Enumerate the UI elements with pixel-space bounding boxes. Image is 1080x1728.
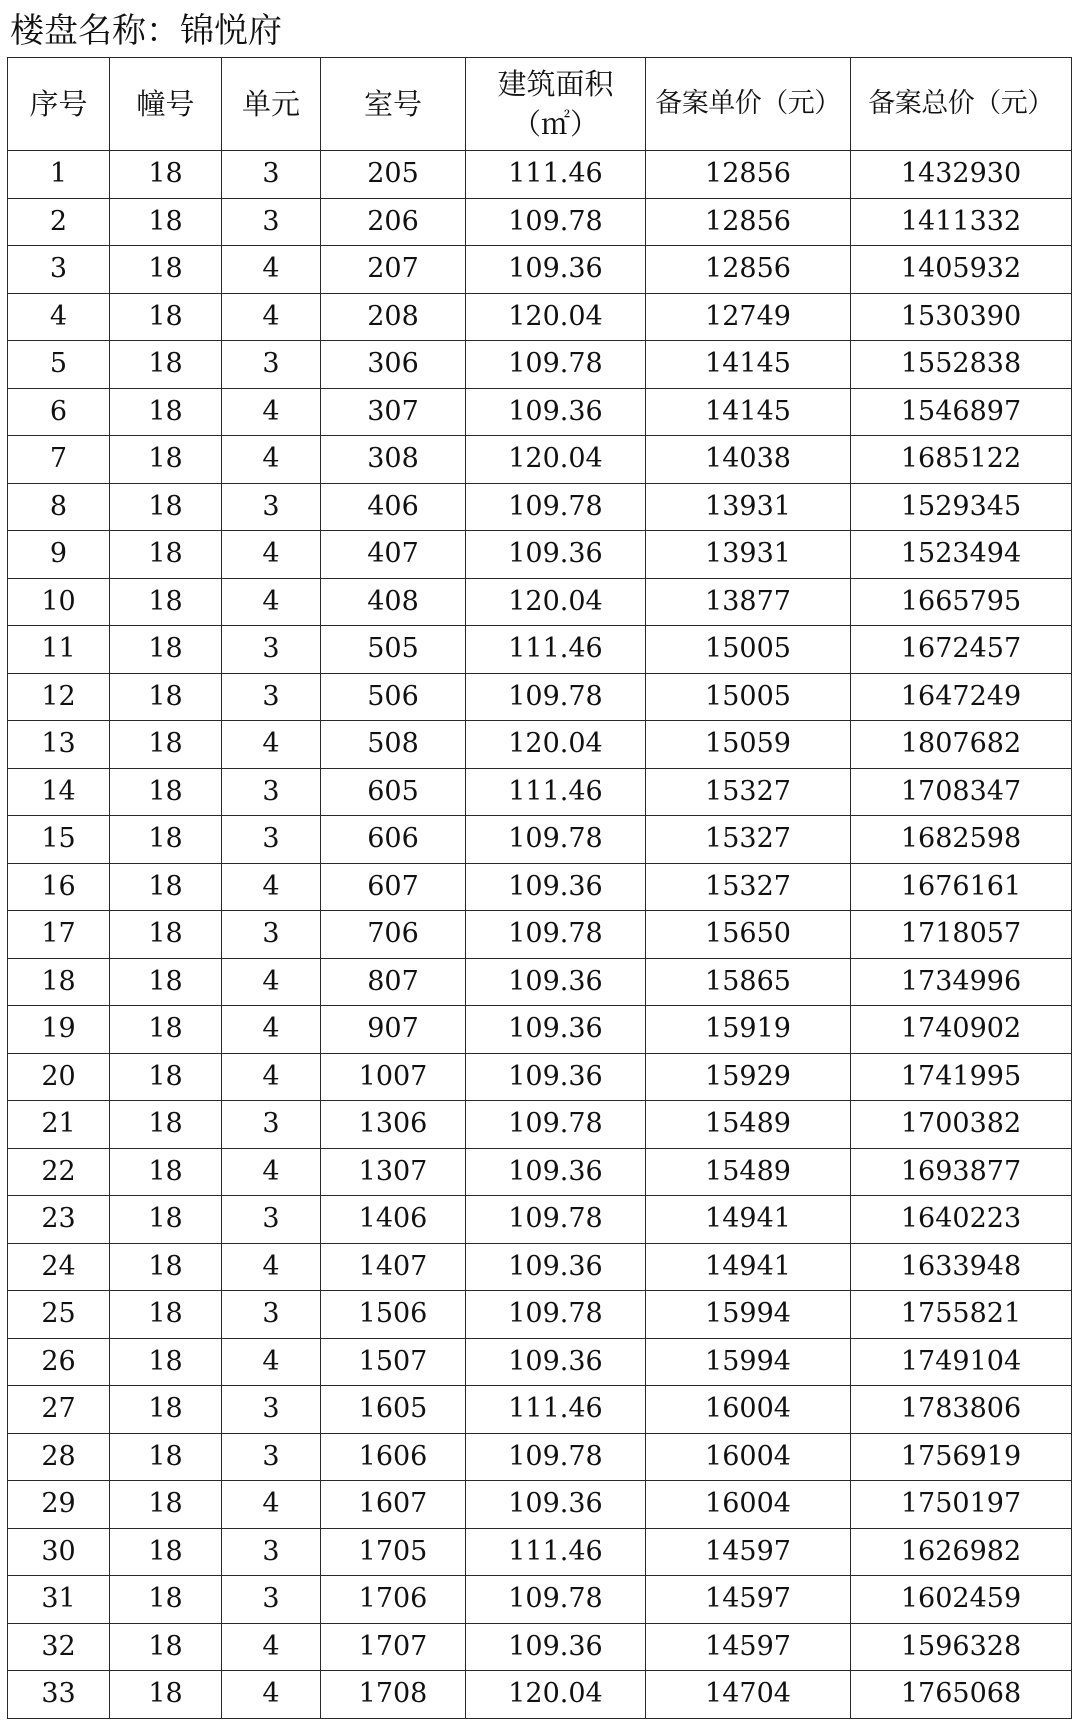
cell-total-price: 1665795 [851, 578, 1072, 626]
cell-index: 24 [8, 1243, 110, 1291]
cell-index: 6 [8, 388, 110, 436]
cell-area: 109.78 [466, 341, 646, 389]
cell-room: 907 [321, 1006, 466, 1054]
cell-unit-price: 14941 [646, 1243, 851, 1291]
cell-area: 109.78 [466, 1291, 646, 1339]
column-header-room: 室号 [321, 58, 466, 151]
cell-area: 109.36 [466, 958, 646, 1006]
cell-index: 33 [8, 1671, 110, 1719]
cell-building: 18 [110, 768, 222, 816]
cell-building: 18 [110, 721, 222, 769]
cell-area: 111.46 [466, 1528, 646, 1576]
cell-building: 18 [110, 436, 222, 484]
cell-building: 18 [110, 198, 222, 246]
cell-unit: 3 [222, 911, 321, 959]
cell-index: 16 [8, 863, 110, 911]
cell-room: 407 [321, 531, 466, 579]
header-row [8, 58, 1072, 151]
table-row [8, 1576, 1072, 1624]
cell-total-price: 1411332 [851, 198, 1072, 246]
cell-unit-price: 15929 [646, 1053, 851, 1101]
cell-unit: 3 [222, 483, 321, 531]
cell-building: 18 [110, 863, 222, 911]
table-row [8, 246, 1072, 294]
cell-area: 109.36 [466, 863, 646, 911]
cell-unit-price: 12749 [646, 293, 851, 341]
column-header-building: 幢号 [110, 58, 222, 151]
table-row [8, 1433, 1072, 1481]
table-row [8, 341, 1072, 389]
cell-unit: 4 [222, 246, 321, 294]
price-table [7, 57, 1072, 1719]
cell-building: 18 [110, 673, 222, 721]
cell-total-price: 1740902 [851, 1006, 1072, 1054]
cell-unit-price: 15059 [646, 721, 851, 769]
cell-index: 22 [8, 1148, 110, 1196]
table-row [8, 1291, 1072, 1339]
cell-building: 18 [110, 1338, 222, 1386]
cell-unit: 4 [222, 531, 321, 579]
cell-area: 120.04 [466, 578, 646, 626]
cell-unit-price: 14941 [646, 1196, 851, 1244]
cell-area: 109.78 [466, 1196, 646, 1244]
cell-area: 109.78 [466, 483, 646, 531]
cell-area: 120.04 [466, 1671, 646, 1719]
cell-room: 1605 [321, 1386, 466, 1434]
cell-unit: 3 [222, 1433, 321, 1481]
cell-unit: 4 [222, 1671, 321, 1719]
table-row [8, 958, 1072, 1006]
cell-room: 1406 [321, 1196, 466, 1244]
cell-room: 706 [321, 911, 466, 959]
cell-total-price: 1602459 [851, 1576, 1072, 1624]
cell-area: 111.46 [466, 626, 646, 674]
cell-room: 607 [321, 863, 466, 911]
cell-index: 30 [8, 1528, 110, 1576]
table-row [8, 1243, 1072, 1291]
cell-building: 18 [110, 1006, 222, 1054]
cell-room: 206 [321, 198, 466, 246]
cell-room: 308 [321, 436, 466, 484]
cell-building: 18 [110, 1243, 222, 1291]
cell-room: 1708 [321, 1671, 466, 1719]
cell-area: 109.36 [466, 388, 646, 436]
cell-room: 408 [321, 578, 466, 626]
table-row [8, 1623, 1072, 1671]
cell-building: 18 [110, 246, 222, 294]
cell-unit-price: 12856 [646, 198, 851, 246]
cell-unit-price: 12856 [646, 246, 851, 294]
cell-index: 26 [8, 1338, 110, 1386]
cell-total-price: 1741995 [851, 1053, 1072, 1101]
cell-total-price: 1432930 [851, 151, 1072, 199]
cell-total-price: 1750197 [851, 1481, 1072, 1529]
cell-unit-price: 14145 [646, 341, 851, 389]
cell-area: 109.36 [466, 531, 646, 579]
cell-total-price: 1718057 [851, 911, 1072, 959]
cell-unit-price: 13931 [646, 483, 851, 531]
cell-unit: 3 [222, 151, 321, 199]
table-row [8, 1196, 1072, 1244]
cell-unit-price: 15327 [646, 816, 851, 864]
cell-room: 1507 [321, 1338, 466, 1386]
cell-room: 505 [321, 626, 466, 674]
cell-area: 109.36 [466, 1623, 646, 1671]
cell-index: 17 [8, 911, 110, 959]
cell-index: 14 [8, 768, 110, 816]
cell-unit-price: 15327 [646, 863, 851, 911]
cell-building: 18 [110, 1053, 222, 1101]
cell-unit: 3 [222, 1386, 321, 1434]
cell-area: 109.78 [466, 673, 646, 721]
cell-unit-price: 15650 [646, 911, 851, 959]
cell-index: 13 [8, 721, 110, 769]
cell-unit-price: 14145 [646, 388, 851, 436]
table-row [8, 198, 1072, 246]
cell-index: 23 [8, 1196, 110, 1244]
cell-building: 18 [110, 1386, 222, 1434]
cell-unit: 3 [222, 673, 321, 721]
cell-total-price: 1405932 [851, 246, 1072, 294]
cell-unit: 3 [222, 198, 321, 246]
cell-total-price: 1734996 [851, 958, 1072, 1006]
cell-unit-price: 14597 [646, 1576, 851, 1624]
cell-area: 109.78 [466, 1576, 646, 1624]
cell-area: 109.36 [466, 246, 646, 294]
cell-building: 18 [110, 1623, 222, 1671]
cell-room: 1307 [321, 1148, 466, 1196]
cell-index: 29 [8, 1481, 110, 1529]
cell-index: 5 [8, 341, 110, 389]
cell-index: 3 [8, 246, 110, 294]
table-row [8, 816, 1072, 864]
table-row [8, 626, 1072, 674]
cell-room: 1007 [321, 1053, 466, 1101]
cell-room: 506 [321, 673, 466, 721]
cell-total-price: 1676161 [851, 863, 1072, 911]
cell-room: 207 [321, 246, 466, 294]
cell-unit: 3 [222, 1291, 321, 1339]
cell-total-price: 1708347 [851, 768, 1072, 816]
cell-unit-price: 16004 [646, 1481, 851, 1529]
column-header-unit-price: 备案单价（元） [646, 58, 851, 151]
cell-total-price: 1596328 [851, 1623, 1072, 1671]
cell-total-price: 1647249 [851, 673, 1072, 721]
cell-total-price: 1626982 [851, 1528, 1072, 1576]
cell-building: 18 [110, 1148, 222, 1196]
table-row [8, 388, 1072, 436]
cell-unit: 4 [222, 1148, 321, 1196]
table-row [8, 673, 1072, 721]
cell-index: 11 [8, 626, 110, 674]
cell-unit: 3 [222, 341, 321, 389]
cell-room: 1506 [321, 1291, 466, 1339]
cell-index: 10 [8, 578, 110, 626]
cell-unit-price: 15005 [646, 673, 851, 721]
cell-building: 18 [110, 816, 222, 864]
page-title: 楼盘名称：锦悦府 [10, 11, 282, 51]
cell-building: 18 [110, 483, 222, 531]
cell-index: 21 [8, 1101, 110, 1149]
cell-unit: 4 [222, 958, 321, 1006]
table-row [8, 1671, 1072, 1719]
table-row [8, 1101, 1072, 1149]
cell-area: 109.78 [466, 1101, 646, 1149]
table-row [8, 483, 1072, 531]
cell-total-price: 1640223 [851, 1196, 1072, 1244]
cell-room: 306 [321, 341, 466, 389]
table-row [8, 436, 1072, 484]
cell-building: 18 [110, 1433, 222, 1481]
cell-building: 18 [110, 1671, 222, 1719]
column-header-index: 序号 [8, 58, 110, 151]
cell-unit-price: 12856 [646, 151, 851, 199]
cell-total-price: 1685122 [851, 436, 1072, 484]
cell-room: 605 [321, 768, 466, 816]
cell-unit-price: 13931 [646, 531, 851, 579]
cell-unit-price: 15327 [646, 768, 851, 816]
cell-building: 18 [110, 626, 222, 674]
cell-unit-price: 15489 [646, 1148, 851, 1196]
cell-area: 111.46 [466, 151, 646, 199]
cell-area: 109.36 [466, 1006, 646, 1054]
cell-room: 807 [321, 958, 466, 1006]
cell-total-price: 1546897 [851, 388, 1072, 436]
cell-total-price: 1756919 [851, 1433, 1072, 1481]
cell-building: 18 [110, 151, 222, 199]
cell-index: 32 [8, 1623, 110, 1671]
cell-building: 18 [110, 911, 222, 959]
cell-room: 508 [321, 721, 466, 769]
cell-area: 109.36 [466, 1481, 646, 1529]
table-row [8, 1481, 1072, 1529]
cell-total-price: 1700382 [851, 1101, 1072, 1149]
cell-building: 18 [110, 1481, 222, 1529]
cell-index: 31 [8, 1576, 110, 1624]
column-header-total-price: 备案总价（元） [851, 58, 1072, 151]
table-row [8, 531, 1072, 579]
cell-area: 120.04 [466, 293, 646, 341]
cell-total-price: 1552838 [851, 341, 1072, 389]
cell-unit: 3 [222, 1196, 321, 1244]
cell-area: 120.04 [466, 436, 646, 484]
cell-area: 109.36 [466, 1053, 646, 1101]
cell-total-price: 1682598 [851, 816, 1072, 864]
cell-area: 109.78 [466, 816, 646, 864]
cell-building: 18 [110, 388, 222, 436]
cell-unit: 4 [222, 1006, 321, 1054]
column-header-unit: 单元 [222, 58, 321, 151]
cell-total-price: 1765068 [851, 1671, 1072, 1719]
cell-index: 8 [8, 483, 110, 531]
cell-unit: 4 [222, 436, 321, 484]
table-row [8, 1053, 1072, 1101]
cell-unit-price: 14038 [646, 436, 851, 484]
cell-index: 1 [8, 151, 110, 199]
cell-room: 1607 [321, 1481, 466, 1529]
cell-building: 18 [110, 1528, 222, 1576]
cell-area: 109.36 [466, 1148, 646, 1196]
cell-unit-price: 14597 [646, 1528, 851, 1576]
cell-room: 606 [321, 816, 466, 864]
cell-unit-price: 15865 [646, 958, 851, 1006]
cell-unit: 4 [222, 1053, 321, 1101]
cell-total-price: 1530390 [851, 293, 1072, 341]
cell-index: 15 [8, 816, 110, 864]
cell-area: 109.78 [466, 1433, 646, 1481]
table-row [8, 721, 1072, 769]
cell-building: 18 [110, 1101, 222, 1149]
table-row [8, 911, 1072, 959]
table-row [8, 768, 1072, 816]
table-row [8, 293, 1072, 341]
cell-unit-price: 14597 [646, 1623, 851, 1671]
table-row [8, 1148, 1072, 1196]
cell-area: 111.46 [466, 768, 646, 816]
cell-unit-price: 15489 [646, 1101, 851, 1149]
cell-room: 1407 [321, 1243, 466, 1291]
cell-area: 109.36 [466, 1243, 646, 1291]
cell-unit: 3 [222, 768, 321, 816]
cell-unit: 4 [222, 1338, 321, 1386]
cell-building: 18 [110, 293, 222, 341]
cell-unit: 3 [222, 1101, 321, 1149]
cell-index: 9 [8, 531, 110, 579]
cell-unit-price: 16004 [646, 1386, 851, 1434]
cell-area: 109.36 [466, 1338, 646, 1386]
cell-total-price: 1523494 [851, 531, 1072, 579]
table-row [8, 578, 1072, 626]
cell-unit-price: 15994 [646, 1338, 851, 1386]
cell-room: 1306 [321, 1101, 466, 1149]
cell-room: 307 [321, 388, 466, 436]
cell-unit: 3 [222, 816, 321, 864]
cell-unit-price: 16004 [646, 1433, 851, 1481]
cell-total-price: 1783806 [851, 1386, 1072, 1434]
cell-unit-price: 15005 [646, 626, 851, 674]
cell-total-price: 1749104 [851, 1338, 1072, 1386]
column-header-area: 建筑面积（㎡） [466, 58, 646, 151]
cell-unit: 4 [222, 388, 321, 436]
cell-building: 18 [110, 1196, 222, 1244]
cell-unit: 4 [222, 293, 321, 341]
cell-area: 111.46 [466, 1386, 646, 1434]
cell-building: 18 [110, 341, 222, 389]
cell-room: 208 [321, 293, 466, 341]
cell-index: 19 [8, 1006, 110, 1054]
table-body [8, 151, 1072, 1719]
cell-unit-price: 15994 [646, 1291, 851, 1339]
table-row [8, 1528, 1072, 1576]
cell-room: 406 [321, 483, 466, 531]
cell-building: 18 [110, 578, 222, 626]
table-row [8, 1338, 1072, 1386]
cell-total-price: 1693877 [851, 1148, 1072, 1196]
cell-building: 18 [110, 1291, 222, 1339]
cell-building: 18 [110, 531, 222, 579]
cell-unit: 3 [222, 1576, 321, 1624]
cell-unit: 4 [222, 863, 321, 911]
cell-index: 12 [8, 673, 110, 721]
cell-total-price: 1755821 [851, 1291, 1072, 1339]
cell-unit: 4 [222, 1623, 321, 1671]
table-row [8, 863, 1072, 911]
cell-room: 1606 [321, 1433, 466, 1481]
cell-total-price: 1529345 [851, 483, 1072, 531]
cell-area: 109.78 [466, 198, 646, 246]
cell-unit: 4 [222, 721, 321, 769]
cell-building: 18 [110, 1576, 222, 1624]
cell-index: 7 [8, 436, 110, 484]
cell-index: 4 [8, 293, 110, 341]
cell-unit-price: 13877 [646, 578, 851, 626]
cell-index: 18 [8, 958, 110, 1006]
cell-unit: 4 [222, 1243, 321, 1291]
cell-total-price: 1807682 [851, 721, 1072, 769]
cell-unit-price: 14704 [646, 1671, 851, 1719]
cell-total-price: 1672457 [851, 626, 1072, 674]
cell-room: 1706 [321, 1576, 466, 1624]
cell-index: 27 [8, 1386, 110, 1434]
cell-unit: 3 [222, 626, 321, 674]
cell-room: 1705 [321, 1528, 466, 1576]
cell-index: 28 [8, 1433, 110, 1481]
cell-area: 120.04 [466, 721, 646, 769]
table-row [8, 151, 1072, 199]
cell-room: 205 [321, 151, 466, 199]
cell-area: 109.78 [466, 911, 646, 959]
cell-index: 20 [8, 1053, 110, 1101]
cell-index: 25 [8, 1291, 110, 1339]
cell-total-price: 1633948 [851, 1243, 1072, 1291]
cell-unit: 4 [222, 578, 321, 626]
cell-room: 1707 [321, 1623, 466, 1671]
cell-building: 18 [110, 958, 222, 1006]
table-row [8, 1386, 1072, 1434]
cell-unit-price: 15919 [646, 1006, 851, 1054]
cell-index: 2 [8, 198, 110, 246]
table-row [8, 1006, 1072, 1054]
cell-unit: 3 [222, 1528, 321, 1576]
cell-unit: 4 [222, 1481, 321, 1529]
